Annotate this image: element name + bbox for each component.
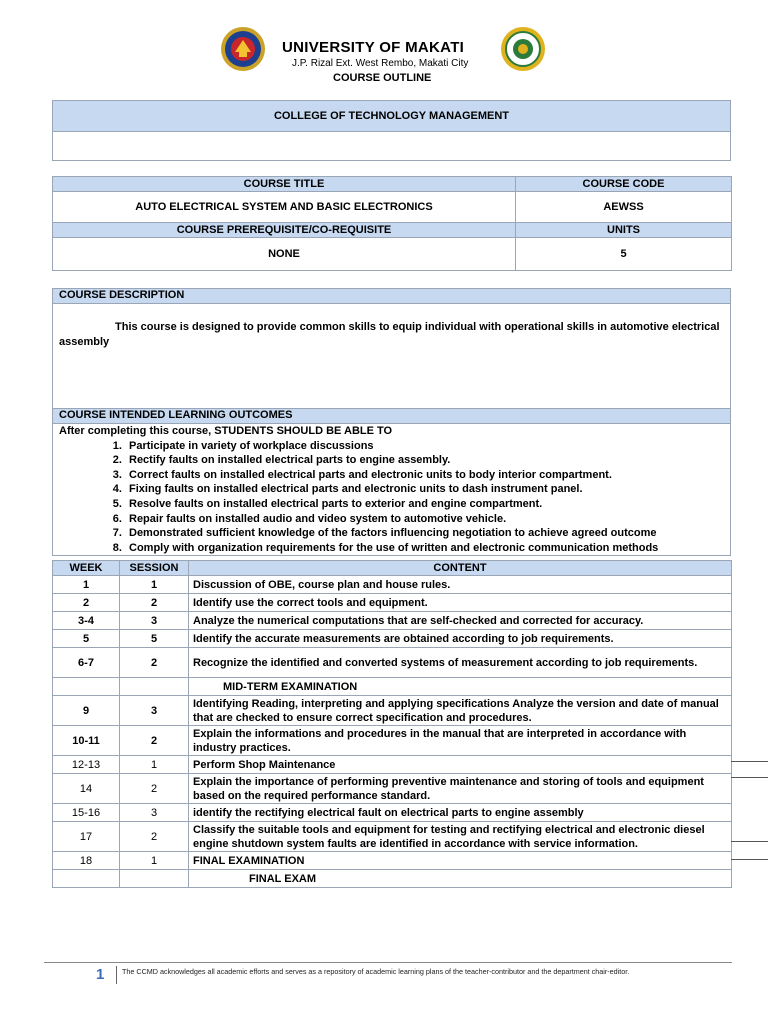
content-cell: Identify use the correct tools and equipment. — [189, 594, 732, 612]
week-cell: 14 — [53, 774, 120, 804]
ilo-body — [53, 424, 731, 556]
page-number: 1 — [96, 966, 105, 983]
content-cell: Identifying Reading, interpreting and applying specifications Analyze the version and date of manual that are checked to ensure correct specification and procedures. — [189, 696, 732, 726]
footer-divider — [44, 962, 732, 963]
session-cell: 3 — [120, 696, 189, 726]
final-exam-note-cell: FINAL EXAM — [189, 870, 732, 888]
table-row — [53, 678, 732, 696]
session-cell: 2 — [120, 594, 189, 612]
session-cell — [120, 678, 189, 696]
session-cell: 1 — [120, 852, 189, 870]
table-row — [53, 648, 732, 678]
ilo-item: 6. Repair faults on installed audio and video system to automotive vehicle. — [125, 512, 724, 527]
content-cell: Perform Shop Maintenance — [189, 756, 732, 774]
table-row — [53, 576, 732, 594]
session-cell: 5 — [120, 630, 189, 648]
content-cell: Explain the informations and procedures in the manual that are interpreted in accordance with industry practices. — [189, 726, 732, 756]
prerequisite-label: COURSE PREREQUISITE/CO-REQUISITE — [53, 223, 516, 238]
document-type: COURSE OUTLINE — [333, 72, 432, 84]
college-seal-logo — [500, 26, 546, 72]
units-value: 5 — [516, 238, 732, 271]
content-header: CONTENT — [189, 561, 732, 576]
session-cell: 2 — [120, 726, 189, 756]
week-cell: 15-16 — [53, 804, 120, 822]
ilo-label: COURSE INTENDED LEARNING OUTCOMES — [53, 409, 731, 424]
course-title-label: COURSE TITLE — [53, 177, 516, 192]
course-title-value: AUTO ELECTRICAL SYSTEM AND BASIC ELECTRONICS — [53, 192, 516, 223]
side-border-line — [731, 841, 768, 842]
content-cell: Identify the accurate measurements are obtained according to job requirements. — [189, 630, 732, 648]
table-row — [53, 774, 732, 804]
content-cell: Classify the suitable tools and equipment for testing and rectifying electrical and electronic diesel engine shutdown system faults are identified in accordance with service information. — [189, 822, 732, 852]
table-row — [53, 696, 732, 726]
table-row — [53, 726, 732, 756]
course-description-table — [52, 288, 731, 556]
college-name: COLLEGE OF TECHNOLOGY MANAGEMENT — [53, 101, 731, 132]
footer-note: The CCMD acknowledges all academic efforts and serves as a repository of academic learning plans of the teacher-contributor and the department chair-editor. — [122, 967, 630, 976]
content-cell: Analyze the numerical computations that are self-checked and corrected for accuracy. — [189, 612, 732, 630]
side-border-line — [731, 859, 768, 860]
ilo-item: 3. Correct faults on installed electrical parts and electronic units to body interior compartment. — [125, 468, 724, 483]
course-code-label: COURSE CODE — [516, 177, 732, 192]
ilo-intro: After completing this course, STUDENTS SHOULD BE ABLE TO — [59, 425, 393, 437]
session-cell: 1 — [120, 576, 189, 594]
week-header: WEEK — [53, 561, 120, 576]
schedule-table — [52, 560, 732, 888]
week-cell: 5 — [53, 630, 120, 648]
session-cell: 1 — [120, 756, 189, 774]
footer-separator — [116, 966, 117, 984]
table-row — [53, 870, 732, 888]
session-cell: 2 — [120, 822, 189, 852]
session-cell: 2 — [120, 648, 189, 678]
content-cell: Discussion of OBE, course plan and house rules. — [189, 576, 732, 594]
university-name: UNIVERSITY OF MAKATI — [282, 39, 465, 56]
table-row — [53, 594, 732, 612]
week-cell: 2 — [53, 594, 120, 612]
table-row — [53, 756, 732, 774]
week-cell — [53, 870, 120, 888]
midterm-cell: MID-TERM EXAMINATION — [189, 678, 732, 696]
final-exam-cell: FINAL EXAMINATION — [189, 852, 732, 870]
course-description-body — [53, 304, 731, 409]
week-cell: 10-11 — [53, 726, 120, 756]
session-cell: 3 — [120, 804, 189, 822]
units-label: UNITS — [516, 223, 732, 238]
course-description-label: COURSE DESCRIPTION — [53, 289, 731, 304]
table-row — [53, 630, 732, 648]
week-cell — [53, 678, 120, 696]
college-table — [52, 100, 731, 161]
table-row — [53, 822, 732, 852]
side-border-line — [731, 777, 768, 778]
session-cell: 2 — [120, 774, 189, 804]
content-cell: Explain the importance of performing preventive maintenance and storing of tools and equipment based on the required performance standard. — [189, 774, 732, 804]
session-header: SESSION — [120, 561, 189, 576]
week-cell: 12-13 — [53, 756, 120, 774]
university-seal-logo — [220, 26, 266, 72]
ilo-list — [59, 439, 724, 556]
side-border-line — [731, 761, 768, 762]
ilo-item: 5. Resolve faults on installed electrical parts to exterior and engine compartment. — [125, 497, 724, 512]
session-cell — [120, 870, 189, 888]
ilo-item: 2. Rectify faults on installed electrical parts to engine assembly. — [125, 453, 724, 468]
college-empty-cell — [53, 132, 731, 161]
week-cell: 1 — [53, 576, 120, 594]
table-row — [53, 612, 732, 630]
course-code-value: AEWSS — [516, 192, 732, 223]
week-cell: 18 — [53, 852, 120, 870]
course-info-table — [52, 176, 732, 271]
course-description-text: This course is designed to provide common skills to equip individual with operational skills in automotive electrical assembly — [59, 321, 720, 348]
table-row — [53, 804, 732, 822]
ilo-item: 8. Comply with organization requirements for the use of written and electronic communication methods — [125, 541, 724, 556]
ilo-item: 4. Fixing faults on installed electrical parts and electronic units to dash instrument panel. — [125, 482, 724, 497]
table-row — [53, 852, 732, 870]
week-cell: 17 — [53, 822, 120, 852]
week-cell: 9 — [53, 696, 120, 726]
content-cell: identify the rectifying electrical fault on electrical parts to engine assembly — [189, 804, 732, 822]
ilo-item: 1. Participate in variety of workplace discussions — [125, 439, 724, 454]
week-cell: 6-7 — [53, 648, 120, 678]
ilo-item: 7. Demonstrated sufficient knowledge of the factors influencing negotiation to achieve agreed outcome — [125, 526, 724, 541]
week-cell: 3-4 — [53, 612, 120, 630]
university-address: J.P. Rizal Ext. West Rembo, Makati City — [292, 58, 469, 69]
session-cell: 3 — [120, 612, 189, 630]
prerequisite-value: NONE — [53, 238, 516, 271]
content-cell: Recognize the identified and converted systems of measurement according to job requirements. — [189, 648, 732, 678]
